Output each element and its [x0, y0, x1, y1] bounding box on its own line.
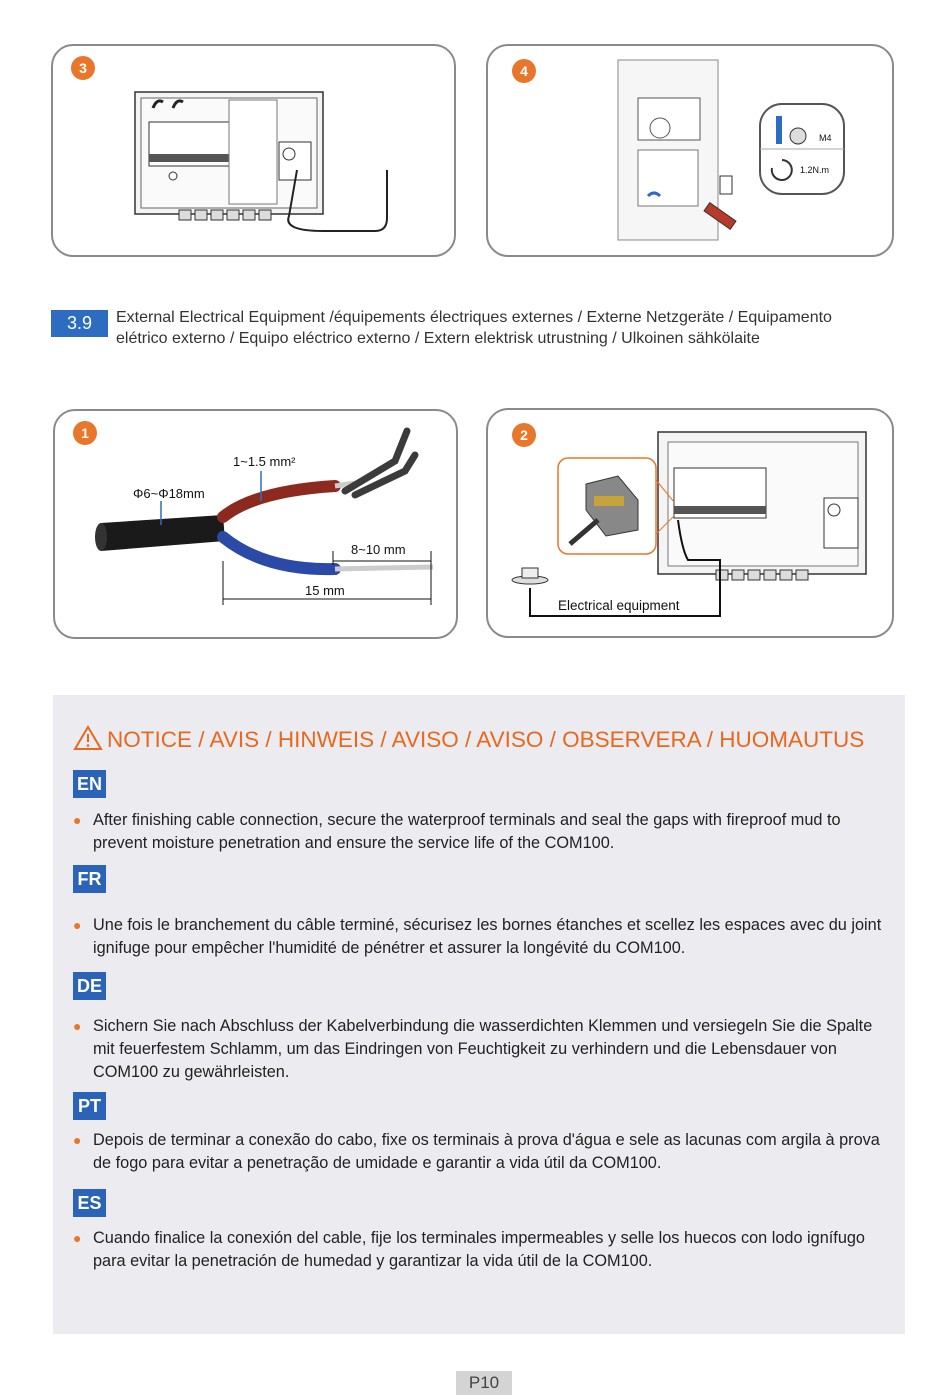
lang-badge-pt: PT — [73, 1092, 106, 1120]
cable-diameter-label: Φ6~Φ18mm — [133, 486, 205, 501]
notice-text-fr — [73, 914, 893, 960]
notice-text-en — [73, 809, 893, 855]
notice-text-pt — [73, 1129, 893, 1175]
notice-text-de — [73, 1015, 893, 1084]
bullet-icon: ● — [73, 917, 82, 933]
total-length-label: 15 mm — [305, 583, 345, 598]
page-number: P10 — [456, 1371, 512, 1395]
notice-heading — [73, 725, 864, 753]
notice-box — [53, 695, 905, 1334]
notice-heading-text: NOTICE / AVIS / HINWEIS / AVISO / AVISO / OBSERVERA / HUOMAUTUS — [107, 727, 865, 752]
step-4-badge: 4 — [512, 59, 536, 83]
enclosure-illustration — [53, 46, 454, 255]
notice-text-en-body: After finishing cable connection, secure the waterproof terminals and seal the gaps with fireproof mud to prevent moisture penetration and ensure the service life of the COM100. — [93, 811, 841, 852]
notice-text-fr-body: Une fois le branchement du câble terminé, sécurisez les bornes étanches et scellez les espaces avec du joint ignifuge pour empêcher l'humidité de pénétrer et assurer la longévité du COM100. — [93, 916, 882, 957]
lang-badge-es: ES — [73, 1189, 106, 1217]
step-1-badge: 1 — [73, 421, 97, 445]
bullet-icon: ● — [73, 812, 82, 828]
notice-text-es — [73, 1227, 893, 1273]
step-2-panel — [486, 408, 894, 638]
torque-bolt-label: M4 — [819, 133, 832, 143]
warning-icon — [73, 725, 103, 751]
notice-text-es-body: Cuando finalice la conexión del cable, fije los terminales impermeables y selle los huecos con lodo ignífugo para evitar la penetración de humedad y garantizar la vida útil de la COM100. — [93, 1229, 865, 1270]
screw-illustration — [488, 46, 892, 255]
notice-text-de-body: Sichern Sie nach Abschluss der Kabelverbindung die wasserdichten Klemmen und versiegeln Sie die Spalte mit feuerfestem Schlamm, um das Eindringen von Feuchtigkeit zu verhindern und die Lebensdauer von COM100 zu gewährleisten. — [93, 1017, 873, 1081]
section-title: External Electrical Equipment /équipements électriques externes / Externe Netzgeräte / Equipamento elétrico externo / Equipo eléctrico externo / Extern elektrisk utrustning / Ulkoinen sähkölaite — [116, 309, 832, 347]
bullet-icon: ● — [73, 1230, 82, 1246]
equipment-label: Electrical equipment — [558, 598, 680, 613]
bullet-icon: ● — [73, 1132, 82, 1148]
strip-length-label: 8~10 mm — [351, 542, 406, 557]
torque-value-label: 1.2N.m — [800, 165, 830, 175]
step-2-badge: 2 — [512, 423, 536, 447]
step-4-panel — [486, 44, 894, 257]
lang-badge-fr: FR — [73, 865, 106, 893]
step-1-panel — [53, 409, 458, 639]
step-3-badge: 3 — [71, 56, 95, 80]
cable-strip-illustration — [55, 411, 456, 637]
connection-illustration — [488, 410, 892, 636]
section-number: 3.9 — [51, 310, 108, 337]
step-3-panel — [51, 44, 456, 257]
wire-size-label: 1~1.5 mm² — [233, 454, 296, 469]
lang-badge-de: DE — [73, 972, 106, 1000]
bullet-icon: ● — [73, 1018, 82, 1034]
notice-text-pt-body: Depois de terminar a conexão do cabo, fixe os terminais à prova d'água e sele as lacunas com argila à prova de fogo para evitar a penetração de umidade e garantir a vida útil da COM100. — [93, 1131, 880, 1172]
lang-badge-en: EN — [73, 770, 106, 798]
